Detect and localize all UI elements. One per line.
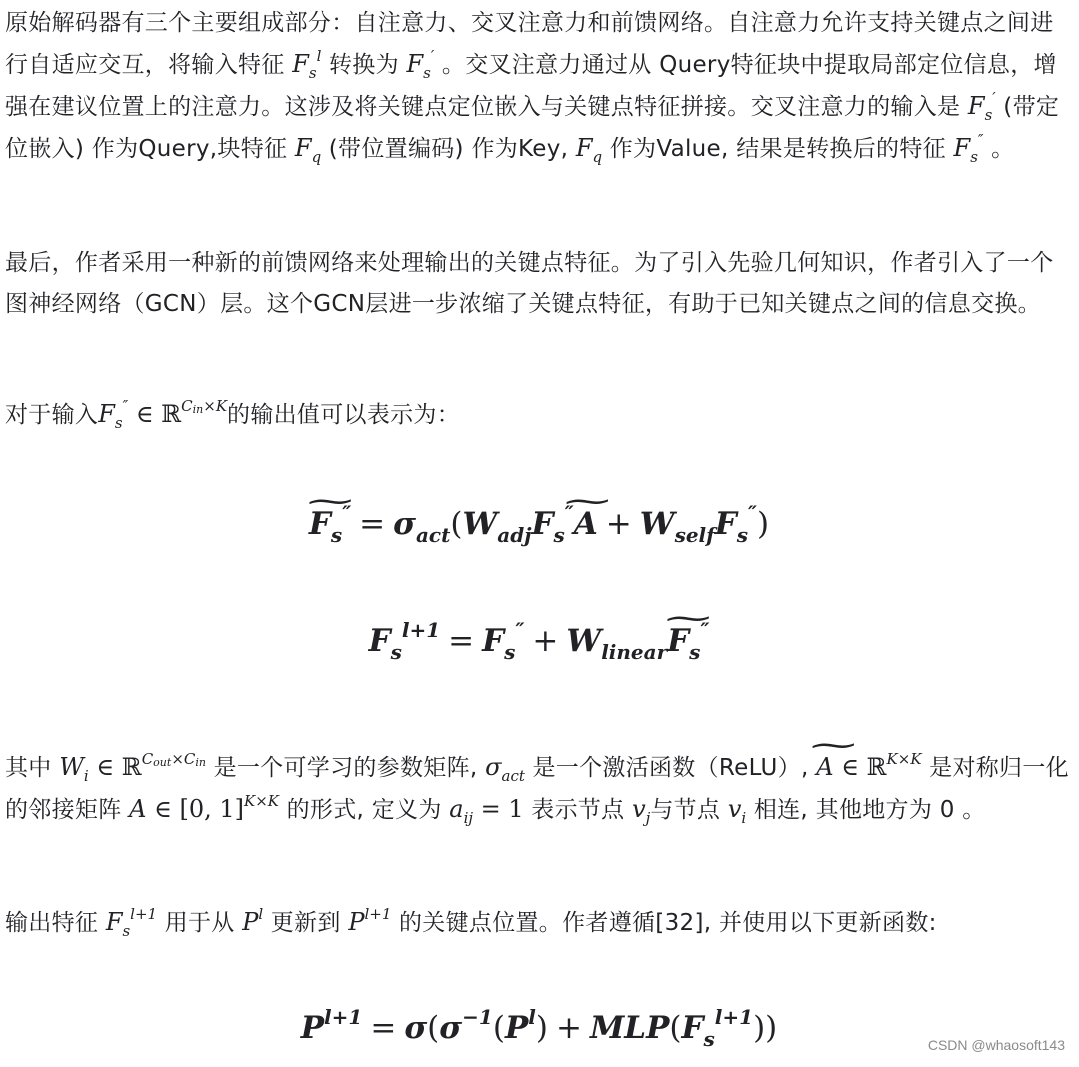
equation-gcn-layer: ~ $F_s''$ = $\sigma_{act}(W_{adj}F_s''\sim$ $A + W_{self}F_s''$) — [5, 506, 1073, 542]
math-inline: A ∈ [0, 1]$^{K\times K}$ — [129, 792, 279, 823]
math-inline: $F_q$ — [294, 134, 322, 166]
math-inline: $F_s''$ — [953, 131, 984, 166]
math-inline: $P^l$ — [242, 905, 264, 936]
math-inline: $W_i$ ∈ ℝ$^{C_{out}\times C_{in}}$ — [59, 750, 206, 785]
math-inline: $F_s^l$ — [292, 47, 322, 82]
math-inline: $v_j$ — [632, 795, 651, 827]
math-inline: $a_{ij} = 1$ — [449, 795, 524, 827]
paragraph-decoder-overview: 原始解码器有三个主要组成部分：自注意力、交叉注意力和前馈网络。自注意力允许支持关键点之间进行自适应交互，将输入特征 $F_s^l$ 转换为 $F_s'$ 。交叉注意力通过从 Query特征块中提取局部定位信息，增强在建议位置上的注意力。这涉及将关键点定位嵌入与关键点特征拼接。交叉注意力的输入是 $F_s'$ (带定位嵌入) 作为Query,块特征 $F_q$ (带位置编码) 作为Key, $F_q$ 作为Value, 结果是转换后的特征 $F_s''$ 。 — [5, 10, 1060, 166]
math-inline: ~ A ∈ ℝ$^{K\times K}$ — [816, 753, 921, 781]
math-inline: $\sigma_{act}$ — [485, 753, 525, 785]
math-inline: $F_s'$ — [406, 47, 435, 82]
equation-update-function: $P^{l+1} = \sigma(\sigma^{-1}(P^l) + MLP(F_s^{l+1}))$ — [300, 1005, 778, 1051]
math-inline: $F_s'$ — [967, 89, 996, 124]
math-inline: $F_q$ — [575, 134, 603, 166]
math-inline: $F_s^{l+1}$ — [105, 905, 158, 940]
math-inline: $P^{l+1}$ — [348, 905, 392, 936]
paragraph-output-feature: 输出特征 $F_s^{l+1}$ 用于从 $P^l$ 更新到 $P^{l+1}$ 的关键点位置。作者遵循[32], 并使用以下更新函数: — [5, 905, 937, 940]
equation-residual: $F_s^{l+1} = F_s''$ + $W_{linear}\sim$ $F_s''$ — [5, 623, 1073, 659]
math-inline: $F_s''$ ∈ ℝ$^{C_{in}\times K}$ — [98, 397, 228, 432]
math-inline: $v_i$ — [727, 795, 747, 827]
paragraph-definitions: 其中 $W_i$ ∈ ℝ$^{C_{out}\times C_{in}}$ 是一个可学习的参数矩阵, $\sigma_{act}$ 是一个激活函数（ReLU）, ~ A ∈ ℝ$^{K\times K}$ 是对称归一化的邻接矩阵 A ∈ [0, 1]$^{K\times K}$ 的形式, 定义为 $a_{ij} = 1$ 表示节点 $v_j$与节点 $v_i$ 相连, 其他地方为 0 。 — [5, 747, 1073, 831]
paragraph-gcn: 最后，作者采用一种新的前馈网络来处理输出的关键点特征。为了引入先验几何知识，作者引入了一个图神经网络（GCN）层。这个GCN层进一步浓缩了关键点特征，有助于已知关键点之间的信息交换。 — [5, 250, 1054, 317]
watermark: CSDN @whaosoft143 — [927, 1037, 1065, 1053]
paragraph-input-expression: 对于输入$F_s''$ ∈ ℝ$^{C_{in}\times K}$的输出值可以表示为： — [5, 397, 461, 432]
